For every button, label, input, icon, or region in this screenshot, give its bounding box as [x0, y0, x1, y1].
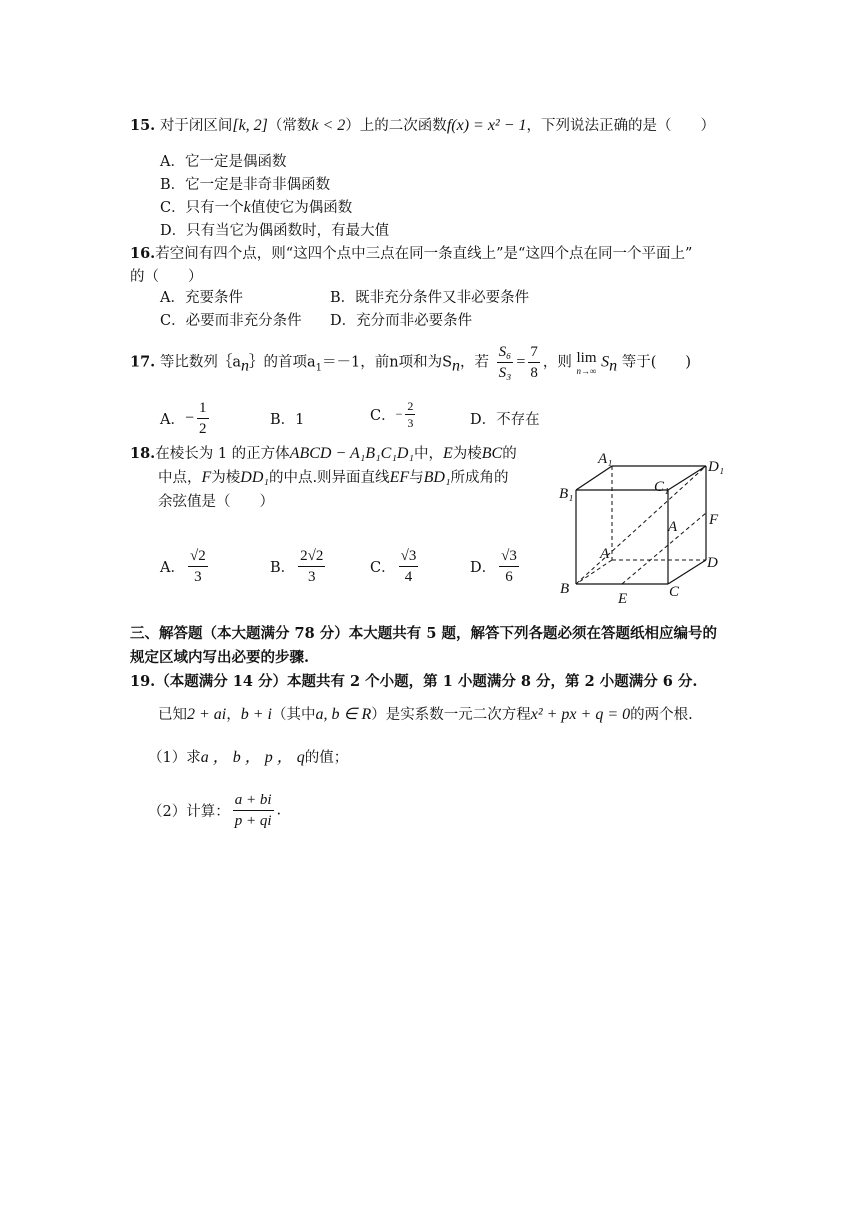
label-d: D	[707, 555, 718, 571]
q18-option-c-num: √3	[399, 546, 419, 567]
q19-part2-fraction	[233, 790, 274, 831]
q18-line2-i: 所成角的	[450, 470, 509, 486]
q18-line1	[130, 444, 517, 464]
q17-stem-a: 等比数列｛a	[159, 354, 241, 371]
q17-limit	[577, 350, 597, 376]
q15-stem-d: ，下列说法正确的是（ ）	[526, 118, 716, 134]
q18-line-bd1: BD₁	[423, 469, 451, 486]
q18-option-a-fraction	[188, 546, 208, 587]
label-b1: B₁	[559, 486, 574, 502]
q15-stem	[130, 116, 715, 136]
q17-ratio-den: S₃	[498, 365, 512, 381]
q16-option-b: B．既非充分条件又非必要条件	[330, 290, 530, 306]
q15-option-c	[160, 198, 352, 218]
label-b: B	[560, 581, 570, 597]
q15-option-c-pre: C．只有一个	[160, 200, 244, 216]
q15-interval: [k, 2]	[232, 117, 268, 134]
q19-root1: 2 + ai	[187, 706, 227, 723]
q18-option-b-den: 3	[308, 569, 316, 585]
q15-number: 15.	[130, 117, 156, 134]
q19-part1-vars: a ， b ， p ， q	[200, 749, 305, 766]
q18-line2-g: 与	[409, 470, 424, 486]
q17-option-c	[370, 398, 418, 431]
q19-given-e: 的两个根.	[630, 707, 693, 723]
line-ef	[622, 513, 706, 584]
q18-number: 18.	[130, 445, 156, 462]
label-f: F	[709, 512, 719, 528]
q19-part1-post: 的值；	[304, 750, 349, 766]
q19-given-b: ，	[226, 707, 241, 723]
q16-stem1: 若空间有四个点，则“这四个点中三点在同一条直线上”是“这四个点在同一个平面上”	[155, 246, 693, 262]
q19-part1	[148, 748, 348, 768]
q18-option-a	[160, 546, 211, 587]
q17-ratio-fraction	[497, 342, 514, 383]
q17-sub-n-2: n	[452, 357, 461, 375]
q17-lim-bot: n→∞	[576, 365, 597, 376]
q18-option-c-den: 4	[404, 569, 413, 585]
label-c1: C₁	[654, 479, 670, 495]
q17-stem-e: ，则	[542, 354, 572, 371]
section3-line1: 三、解答题（本大题满分 78 分）本大题共有 5 题，解答下列各题必须在答题纸相应编号的	[130, 625, 717, 642]
q17-lim-sub: n	[609, 357, 618, 375]
q19-given-d: ）是实系数一元二次方程	[371, 707, 531, 723]
q15-stem-b: （常数	[267, 118, 312, 134]
q18-cube-name: ABCD − A₁B₁C₁D₁	[289, 445, 414, 462]
q17-stem-d: ，若	[460, 354, 490, 371]
q18-option-c	[370, 546, 421, 587]
q19-part2	[148, 790, 281, 831]
label-a1: A₁	[598, 451, 613, 467]
q18-line2-a: 中点，	[158, 470, 202, 486]
q17-option-a-sign: −	[184, 409, 195, 427]
q18-option-a-den: 3	[194, 569, 202, 585]
section3-line2: 规定区域内写出必要的步骤.	[130, 649, 310, 666]
q17-number: 17.	[130, 353, 156, 371]
q18-option-b	[270, 546, 328, 587]
q18-line1-c: 中，	[414, 446, 443, 462]
edge-dc	[668, 560, 706, 584]
edge-a1b1	[576, 466, 612, 490]
q19-root2: b + i	[240, 706, 272, 723]
q18-line-ef: EF	[389, 469, 410, 486]
q19-part1-pre: （1）求	[148, 750, 201, 766]
q17-option-b: B．1	[270, 412, 305, 428]
q16-option-d: D．充分而非必要条件	[330, 313, 473, 329]
q15-condition: k < 2	[311, 117, 346, 134]
q18-line1-a: 在棱长为 1 的正方体	[155, 446, 290, 462]
q17-stem-f: 等于( )	[621, 354, 692, 371]
q18-edge-bc: BC	[481, 445, 503, 462]
q19-part2-den: p + qi	[234, 813, 272, 829]
q17-option-a	[160, 398, 212, 439]
q15-option-c-post: 值使它为偶函数	[250, 200, 353, 216]
label-a-prime: A	[600, 546, 610, 562]
q17-stem-c: ＝－1，前n项和为S	[322, 354, 453, 371]
q16-stem-line2: 的（ ）	[130, 269, 203, 285]
label-e: E	[618, 591, 628, 607]
q15-option-b: B．它一定是非奇非偶函数	[160, 177, 331, 193]
q18-option-a-num: √2	[188, 546, 208, 567]
q18-option-d-den: 6	[505, 569, 513, 585]
edge-d1c1	[668, 466, 706, 490]
q18-option-d-pre: D．	[470, 560, 497, 576]
q16-option-a: A．充要条件	[160, 290, 243, 306]
q18-line3: 余弦值是（ ）	[158, 494, 274, 510]
q18-option-d	[470, 546, 522, 587]
q18-edge-dd1: DD₁	[240, 469, 269, 486]
q17-option-c-pre: C．	[370, 408, 396, 424]
q17-option-a-fraction	[197, 398, 209, 439]
q19-equation: x² + px + q = 0	[530, 706, 631, 723]
q17-option-c-sign: −	[395, 407, 403, 421]
q19-given-a: 已知	[158, 707, 187, 723]
q19-part2-pre: （2）计算：	[148, 804, 230, 820]
diag-bd1	[576, 466, 706, 584]
q19-condition: a, b ∈ R	[315, 706, 372, 723]
q17-option-a-den: 2	[199, 421, 207, 437]
q19-given-c: （其中	[272, 707, 316, 723]
q18-point-e: E	[443, 445, 453, 462]
label-d1: D₁	[708, 459, 725, 475]
q17-value-num: 7	[528, 342, 540, 363]
q17-value-fraction	[528, 342, 540, 383]
q18-option-b-fraction	[298, 546, 325, 587]
cube-figure	[556, 448, 736, 608]
q17-sub-n: n	[241, 357, 249, 375]
q18-option-d-num: √3	[499, 546, 519, 567]
q19-given	[158, 705, 693, 725]
q18-option-b-num: 2√2	[298, 546, 325, 567]
q17-equals: =	[516, 353, 526, 371]
q15-option-d: D．只有当它为偶函数时，有最大值	[160, 223, 390, 239]
q18-line2-c: 为棱	[211, 470, 241, 486]
q18-option-a-pre: A．	[160, 560, 185, 576]
q17-value-den: 8	[530, 365, 538, 381]
q19-part2-post: .	[276, 802, 282, 819]
q17-lim-top: lim	[576, 349, 597, 366]
q17-option-a-pre: A．	[160, 412, 185, 428]
q19-part2-num: a + bi	[233, 790, 274, 811]
q17-ratio-num: S₆	[497, 342, 514, 363]
q15-function: f(x) = x² − 1	[446, 117, 527, 134]
label-c: C	[669, 584, 680, 600]
q18-point-f: F	[201, 469, 212, 486]
q18-option-c-pre: C．	[370, 560, 396, 576]
q16-number: 16.	[130, 245, 156, 262]
q18-line2-e: 的中点.则异面直线	[268, 470, 390, 486]
q17-option-d: D．不存在	[470, 412, 540, 428]
q16-option-c: C．必要而非充分条件	[160, 313, 302, 329]
q18-option-c-fraction	[399, 546, 419, 587]
q15-option-c-var: k	[243, 199, 251, 216]
q18-line2	[158, 468, 509, 488]
q15-option-a: A．它一定是偶函数	[160, 154, 287, 170]
q17-option-c-den: 3	[407, 416, 414, 430]
q18-line1-g: 的	[502, 446, 517, 462]
q17-stem-b: ｝的首项a	[249, 354, 316, 371]
q17-option-c-fraction	[405, 398, 415, 431]
q18-line1-e: 为棱	[452, 446, 482, 462]
q19-header: 19.（本题满分 14 分）本题共有 2 个小题，第 1 小题满分 8 分，第 2 小题满分 6 分.	[130, 673, 698, 690]
q17-stem	[130, 342, 691, 388]
q17-lim-s: S	[601, 353, 610, 371]
q15-stem-c: ）上的二次函数	[345, 118, 447, 134]
q15-stem-a: 对于闭区间	[159, 118, 233, 134]
q16-stem-line1	[130, 244, 692, 264]
q17-option-a-num: 1	[197, 398, 209, 419]
edge-ab	[576, 560, 612, 584]
q18-option-d-fraction	[499, 546, 519, 587]
q18-option-b-pre: B．	[270, 560, 296, 576]
label-a: A	[668, 519, 678, 535]
q17-sub-1: 1	[315, 362, 323, 374]
q17-option-c-num: 2	[407, 399, 414, 413]
